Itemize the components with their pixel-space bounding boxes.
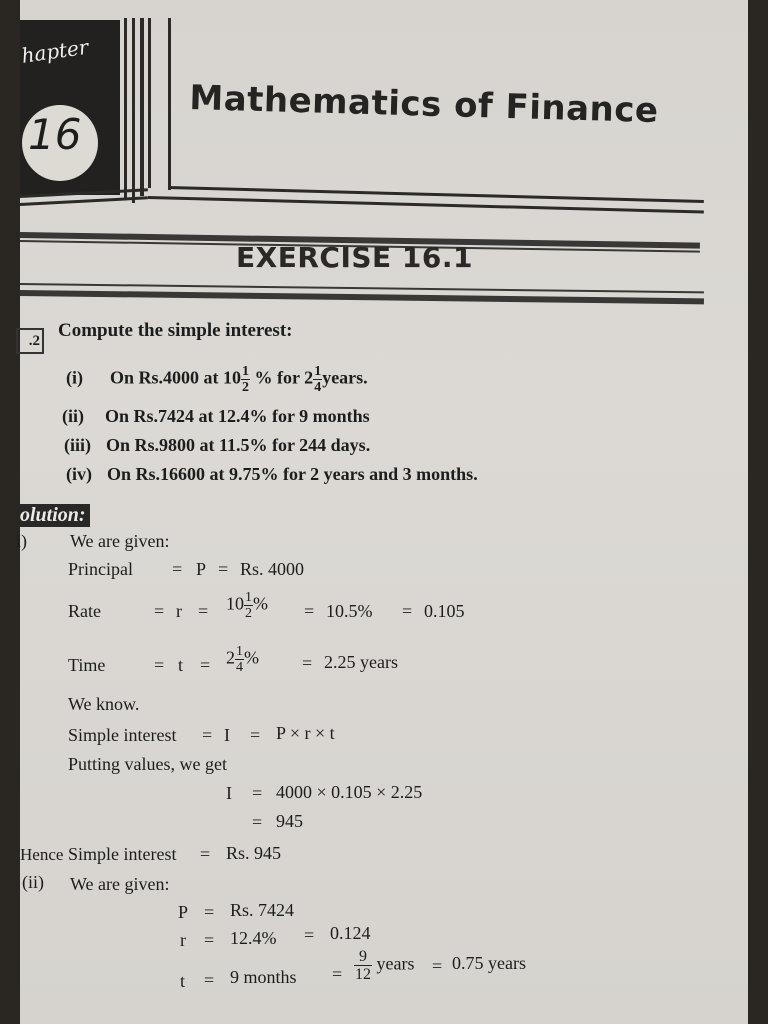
mixed-number: 10 $\frac{1}{2}$ % bbox=[226, 590, 268, 621]
equals-sign: = bbox=[304, 601, 315, 621]
equals-sign: = bbox=[250, 725, 261, 745]
question-item bbox=[66, 464, 478, 485]
question-item bbox=[64, 435, 370, 456]
si-label: Simple interest bbox=[68, 844, 177, 864]
rate-label: Rate bbox=[68, 601, 101, 621]
fraction-expression: $\frac{9}{12}$ years bbox=[355, 948, 415, 983]
part-label: (ii) bbox=[22, 872, 44, 892]
exercise-title: EXERCISE 16.1 bbox=[236, 241, 473, 274]
equals-sign: = bbox=[198, 601, 209, 621]
frame-line bbox=[124, 18, 127, 198]
value: 10.5% bbox=[326, 601, 373, 621]
hence-word: Hence bbox=[20, 845, 64, 864]
equals-sign: = bbox=[204, 902, 215, 922]
equals-sign: = bbox=[204, 970, 215, 990]
value: Rs. 7424 bbox=[230, 900, 295, 920]
symbol: I bbox=[224, 725, 230, 745]
formula: P × r × t bbox=[276, 723, 335, 743]
item-label: (iii) bbox=[64, 435, 91, 455]
symbol: r bbox=[180, 930, 186, 950]
equals-sign: = bbox=[304, 925, 315, 945]
value: 12.4% bbox=[230, 928, 277, 948]
frame-line bbox=[132, 18, 135, 203]
value: 9 months bbox=[230, 967, 297, 987]
fraction: $\frac{1}{4}$ bbox=[314, 364, 322, 395]
part-label: i) bbox=[16, 531, 27, 551]
item-text: On Rs.7424 at 12.4% for 9 months bbox=[105, 406, 370, 426]
frame-line bbox=[20, 196, 148, 206]
equals-sign: = bbox=[200, 655, 211, 675]
equals-sign: = bbox=[332, 964, 343, 984]
value: 2.25 years bbox=[324, 652, 398, 672]
final-answer: Rs. 945 bbox=[226, 843, 282, 863]
given-text: We are given: bbox=[70, 531, 170, 551]
result: 945 bbox=[276, 811, 303, 831]
symbol: r bbox=[176, 601, 182, 621]
equals-sign: = bbox=[252, 812, 263, 832]
time-label: Time bbox=[68, 655, 106, 675]
question-item bbox=[66, 364, 368, 395]
chapter-number: 16 bbox=[28, 110, 82, 159]
item-text: On Rs.4000 at 10 bbox=[110, 367, 242, 388]
item-text: On Rs.9800 at 11.5% for 244 days. bbox=[106, 435, 371, 455]
principal-label: Principal bbox=[68, 559, 133, 579]
equals-sign: = bbox=[252, 783, 263, 803]
equals-sign: = bbox=[200, 844, 211, 864]
item-text: % for 2 bbox=[254, 367, 314, 388]
item-label: (iv) bbox=[66, 464, 92, 484]
solution-label: olution: bbox=[20, 504, 90, 527]
equals-sign: = bbox=[204, 930, 215, 950]
value: 0.105 bbox=[424, 601, 465, 621]
value: Rs. 4000 bbox=[240, 559, 305, 579]
chapter-word: hapter bbox=[20, 34, 90, 68]
item-label: (i) bbox=[66, 367, 83, 388]
given-text: We are given: bbox=[70, 874, 170, 894]
question-number: .2 bbox=[16, 328, 44, 354]
frame-line bbox=[140, 18, 144, 196]
item-text: years. bbox=[322, 367, 368, 388]
page-title: Mathematics of Finance bbox=[188, 78, 660, 132]
frame-line bbox=[148, 18, 151, 188]
frame-line bbox=[168, 18, 171, 190]
we-know-text: We know. bbox=[68, 694, 140, 714]
divider-bar bbox=[20, 290, 704, 304]
symbol: P bbox=[196, 559, 207, 579]
putting-values-text: Putting values, we get bbox=[68, 754, 227, 774]
calculation: 4000 × 0.105 × 2.25 bbox=[276, 782, 423, 802]
equals-sign: = bbox=[154, 601, 165, 621]
symbol: I bbox=[226, 783, 232, 803]
equals-sign: = bbox=[402, 601, 413, 621]
equals-sign: = bbox=[172, 559, 183, 579]
item-label: (ii) bbox=[62, 406, 84, 426]
question-item bbox=[62, 406, 370, 427]
fraction: $\frac{1}{2}$ bbox=[242, 364, 250, 395]
question-prompt: Compute the simple interest: bbox=[58, 320, 293, 341]
equals-sign: = bbox=[302, 653, 313, 673]
item-text: On Rs.16600 at 9.75% for 2 years and 3 months. bbox=[107, 464, 478, 484]
symbol: t bbox=[180, 971, 186, 991]
symbol: P bbox=[178, 902, 189, 922]
value: 0.75 years bbox=[452, 953, 526, 973]
equals-sign: = bbox=[202, 725, 213, 745]
value: 0.124 bbox=[330, 923, 371, 943]
symbol: t bbox=[178, 655, 184, 675]
si-label: Simple interest bbox=[68, 725, 177, 745]
equals-sign: = bbox=[154, 655, 165, 675]
equals-sign: = bbox=[218, 559, 229, 579]
equals-sign: = bbox=[432, 956, 443, 976]
mixed-number: 2 $\frac{1}{4}$ % bbox=[226, 644, 259, 675]
textbook-page bbox=[16, 0, 748, 1024]
